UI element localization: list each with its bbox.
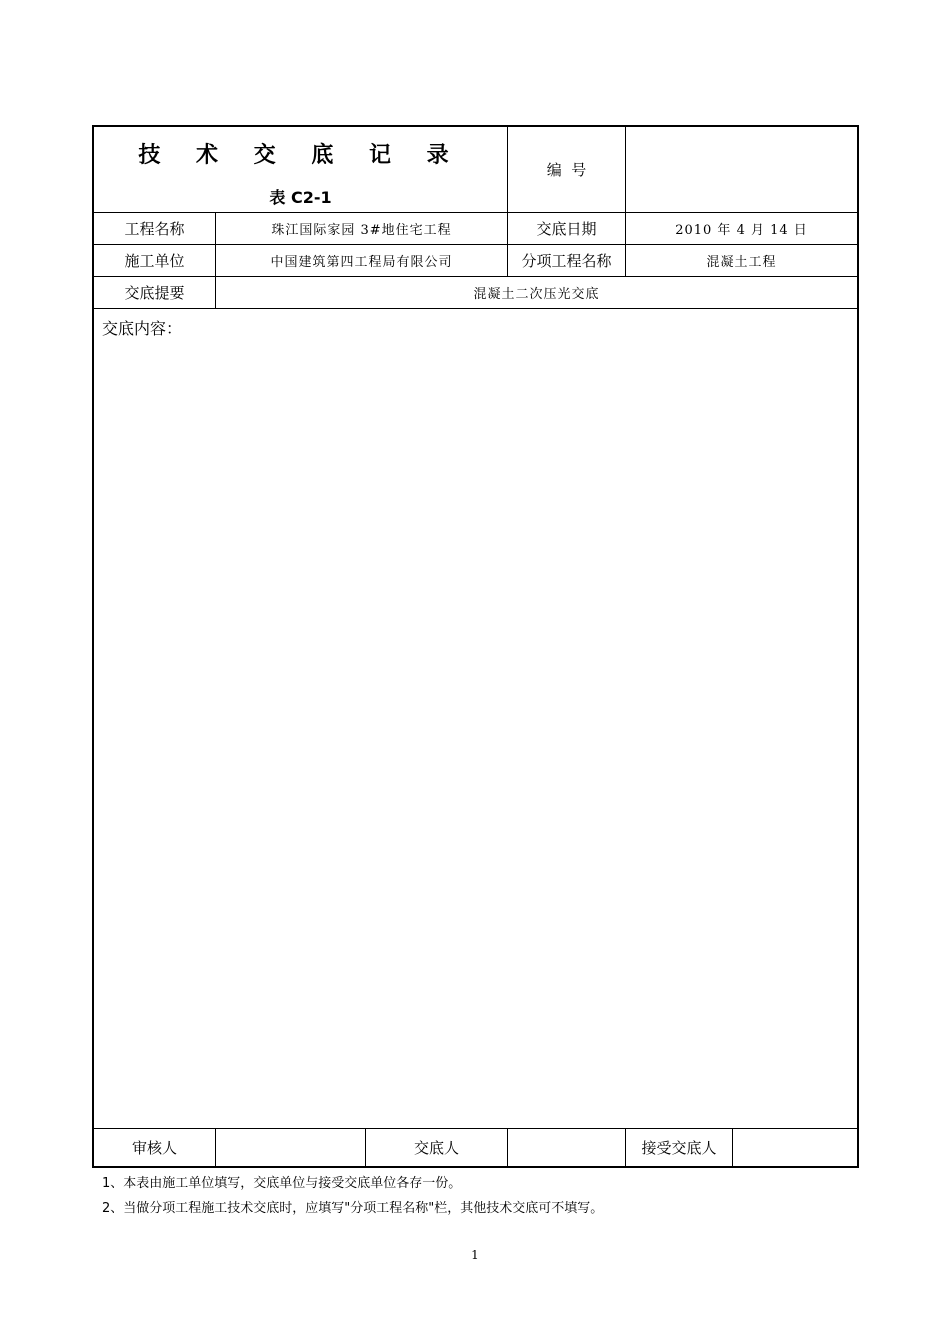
discloser-field[interactable] — [508, 1129, 625, 1166]
content-area[interactable] — [94, 342, 857, 1126]
page-number: 1 — [471, 1248, 479, 1262]
discloser-label: 交底人 — [413, 1139, 459, 1157]
summary-label: 交底提要 — [124, 284, 185, 302]
receiver-label: 接受交底人 — [641, 1139, 717, 1157]
summary-field[interactable]: 混凝土二次压光交底 — [473, 287, 600, 302]
form-title: 技 术 交 底 记 录 — [138, 142, 463, 168]
number-label: 编 号 — [546, 161, 587, 179]
reviewer-label: 审核人 — [131, 1139, 177, 1157]
contractor-label: 施工单位 — [124, 252, 185, 270]
subproject-label: 分项工程名称 — [521, 252, 612, 270]
subproject-field[interactable]: 混凝土工程 — [706, 255, 777, 270]
form-code: 表 C2-1 — [269, 187, 332, 207]
date-field[interactable]: 2010 年 4 月 14 日 — [675, 223, 808, 238]
footnote: 1、本表由施工单位填写，交底单位与接受交底单位各存一份。 — [102, 1176, 462, 1191]
project-name-field[interactable]: 珠江国际家园 3#地住宅工程 — [271, 223, 452, 238]
number-field[interactable] — [626, 127, 857, 212]
date-label: 交底日期 — [536, 220, 597, 238]
receiver-field[interactable] — [733, 1129, 857, 1166]
project-name-label: 工程名称 — [124, 220, 185, 238]
content-label: 交底内容： — [102, 319, 183, 338]
reviewer-field[interactable] — [216, 1129, 365, 1166]
footnote: 2、当做分项工程施工技术交底时，应填写"分项工程名称"栏，其他技术交底可不填写。 — [102, 1201, 604, 1216]
contractor-field[interactable]: 中国建筑第四工程局有限公司 — [270, 255, 453, 270]
row-divider — [92, 308, 859, 309]
